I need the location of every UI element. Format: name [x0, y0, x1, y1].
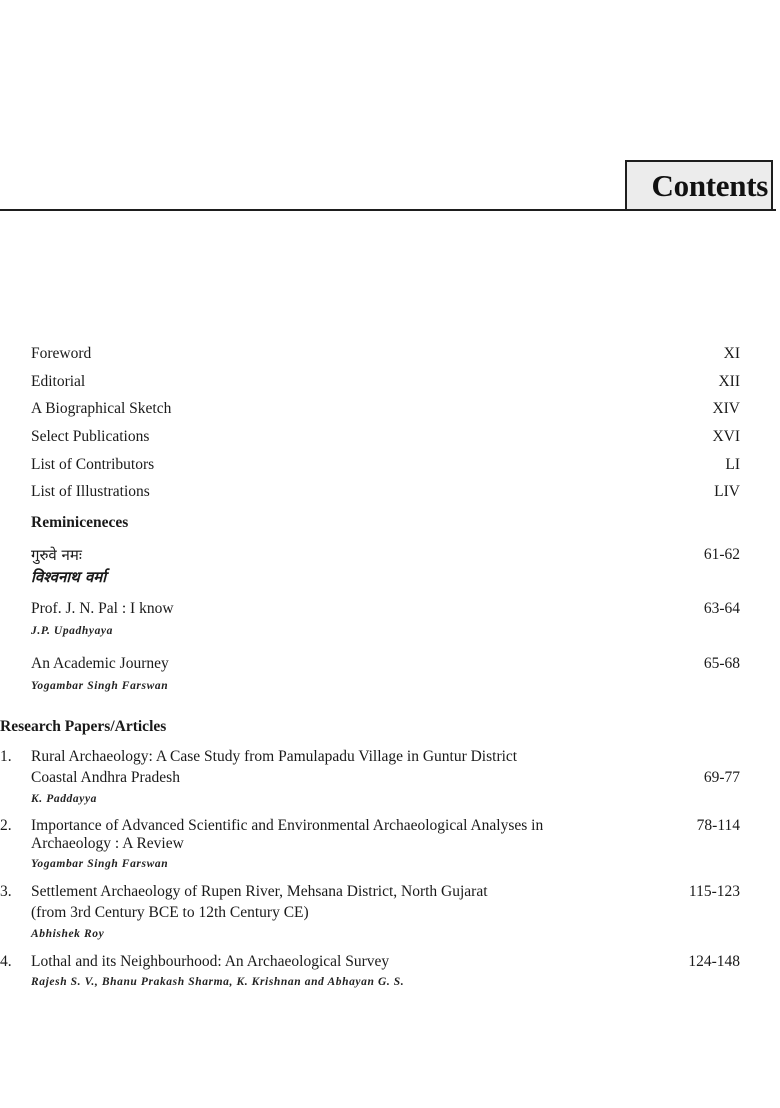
- toc-entry-page: 63-64: [703, 600, 740, 617]
- toc-entry-author: विश्वनाथ वर्मा: [31, 568, 107, 586]
- entry-number: 2.: [0, 817, 12, 834]
- page-title: Contents: [651, 168, 768, 203]
- toc-entry-page: XI: [723, 345, 740, 362]
- toc-entry-label: List of Illustrations: [31, 483, 150, 500]
- entry-page: 78-114: [696, 817, 740, 834]
- toc-entry-page: XII: [718, 373, 740, 390]
- entry-title-line: Importance of Advanced Scientific and Environmental Archaeological Analyses in: [31, 817, 544, 834]
- entry-number: 1.: [0, 748, 12, 765]
- entry-page: 69-77: [703, 769, 740, 786]
- entry-number: 4.: [0, 953, 12, 970]
- toc-entry-page: LIV: [714, 483, 740, 500]
- toc-entry-reminiscence[interactable]: [31, 599, 740, 643]
- toc-entry-author: J.P. Upadhyaya: [31, 625, 113, 637]
- section-heading-reminiscences: Reminiceneces: [31, 514, 129, 531]
- entry-body: [31, 881, 488, 941]
- toc-entry-title: An Academic Journey: [31, 655, 169, 672]
- toc-entry-label: Select Publications: [31, 428, 150, 445]
- entry-title-line: Lothal and its Neighbourhood: An Archaeological Survey: [31, 953, 390, 970]
- entry-title-line: Settlement Archaeology of Rupen River, Mehsana District, North Gujarat: [31, 883, 488, 900]
- toc-entry-article-4[interactable]: [0, 951, 740, 991]
- title-box: [625, 160, 773, 209]
- toc-entry-reminiscence[interactable]: [31, 545, 740, 589]
- toc-entry-title: गुरुवे नमः: [31, 546, 82, 564]
- entry-body: [31, 951, 404, 989]
- toc-entry-article-3[interactable]: [0, 881, 740, 945]
- toc-entry-article-1[interactable]: [0, 746, 740, 810]
- entry-page: 115-123: [688, 883, 740, 900]
- entry-body: [31, 746, 517, 806]
- entry-body: [31, 815, 543, 871]
- entry-author: K. Paddayya: [31, 793, 98, 805]
- entry-author: Yogambar Singh Farswan: [31, 858, 169, 870]
- toc-entry-article-2[interactable]: [0, 815, 740, 875]
- entry-title-line: Coastal Andhra Pradesh: [31, 769, 180, 786]
- header-rule: [0, 209, 776, 211]
- section-heading-research-papers: Research Papers/Articles: [0, 718, 167, 735]
- entry-number: 3.: [0, 883, 12, 900]
- toc-entry-page: LI: [725, 456, 740, 473]
- toc-entry-label: A Biographical Sketch: [31, 400, 172, 417]
- toc-entry-author: Yogambar Singh Farswan: [31, 680, 169, 692]
- toc-entry-label: Foreword: [31, 345, 92, 362]
- entry-title-line: Archaeology : A Review: [31, 835, 184, 852]
- toc-entry-page: 61-62: [703, 546, 740, 563]
- entry-title-line: (from 3rd Century BCE to 12th Century CE): [31, 904, 309, 921]
- toc-entry-title: Prof. J. N. Pal : I know: [31, 600, 174, 617]
- entry-author: Abhishek Roy: [31, 928, 105, 940]
- toc-entry-label: Editorial: [31, 373, 86, 390]
- toc-entry-label: List of Contributors: [31, 456, 155, 473]
- toc-entry-page: XVI: [712, 428, 740, 445]
- toc-entry-page: XIV: [712, 400, 740, 417]
- toc-entry-reminiscence[interactable]: [31, 654, 740, 698]
- entry-page: 124-148: [688, 953, 740, 970]
- entry-title-line: Rural Archaeology: A Case Study from Pamulapadu Village in Guntur District: [31, 748, 518, 765]
- entry-author: Rajesh S. V., Bhanu Prakash Sharma, K. Krishnan and Abhayan G. S.: [31, 976, 405, 988]
- toc-entry-page: 65-68: [703, 655, 740, 672]
